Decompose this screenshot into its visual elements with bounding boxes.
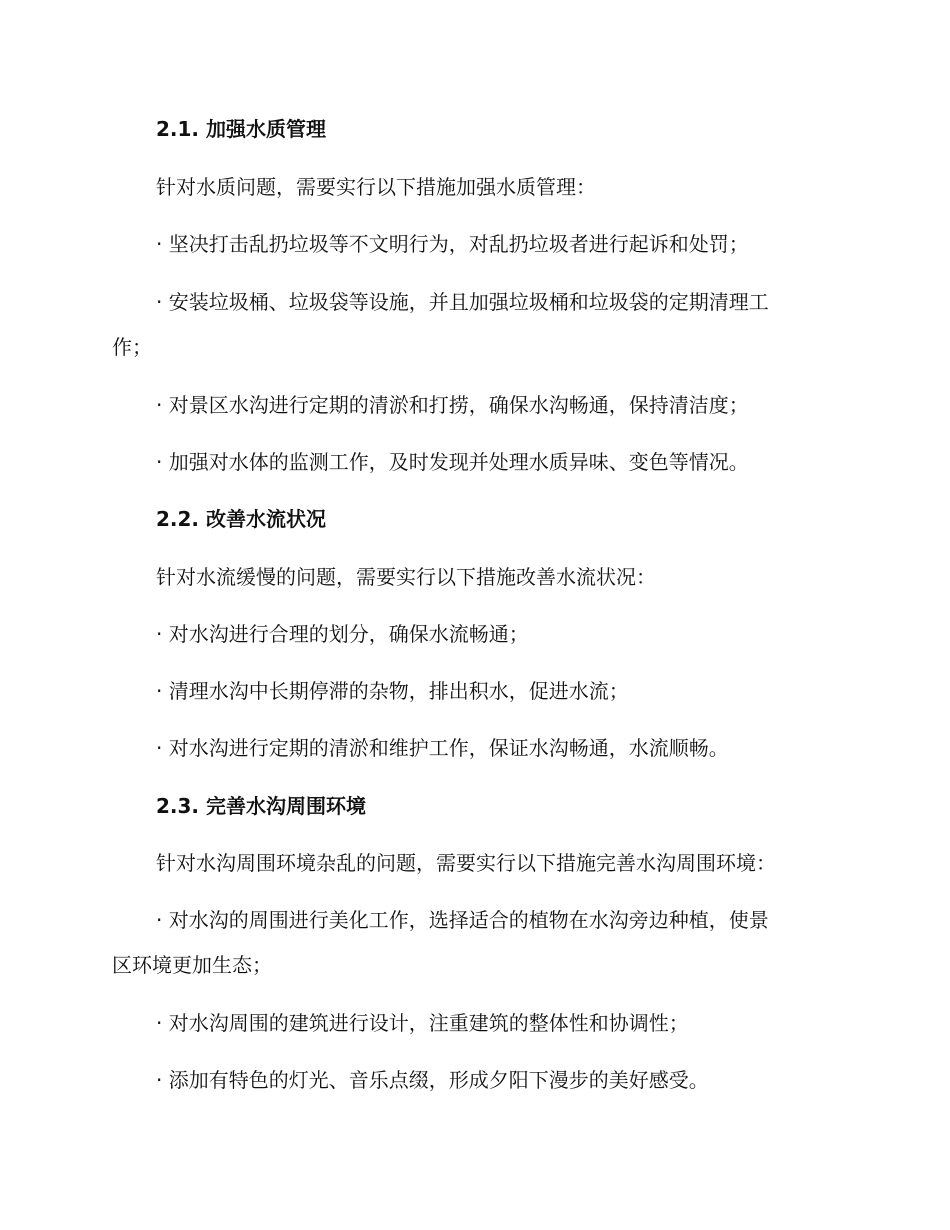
list-item: · 对水沟的周围进行美化工作，选择适合的植物在水沟旁边种植，使景 <box>156 908 769 932</box>
list-item: · 对水沟进行定期的清淤和维护工作，保证水沟畅通，水流顺畅。 <box>156 736 729 760</box>
section-heading: 2.1. 加强水质管理 <box>156 117 326 141</box>
list-item: · 清理水沟中长期停滞的杂物，排出积水，促进水流； <box>156 679 629 703</box>
list-item: · 安装垃圾桶、垃圾袋等设施，并且加强垃圾桶和垃圾袋的定期清理工 <box>156 290 769 314</box>
list-item: · 加强对水体的监测工作，及时发现并处理水质异味、变色等情况。 <box>156 450 749 474</box>
section-heading: 2.3. 完善水沟周围环境 <box>156 794 366 818</box>
section-heading: 2.2. 改善水流状况 <box>156 507 326 531</box>
list-item-continuation: 区环境更加生态； <box>112 953 272 977</box>
list-item: · 对景区水沟进行定期的清淤和打捞，确保水沟畅通，保持清洁度； <box>156 393 749 417</box>
list-item: · 添加有特色的灯光、音乐点缀，形成夕阳下漫步的美好感受。 <box>156 1068 709 1092</box>
section-intro: 针对水质问题，需要实行以下措施加强水质管理： <box>156 175 596 199</box>
list-item: · 坚决打击乱扔垃圾等不文明行为，对乱扔垃圾者进行起诉和处罚； <box>156 232 749 256</box>
list-item: · 对水沟进行合理的划分，确保水流畅通； <box>156 622 529 646</box>
list-item: · 对水沟周围的建筑进行设计，注重建筑的整体性和协调性； <box>156 1011 689 1035</box>
section-intro: 针对水沟周围环境杂乱的问题，需要实行以下措施完善水沟周围环境： <box>156 851 776 875</box>
section-intro: 针对水流缓慢的问题，需要实行以下措施改善水流状况： <box>156 565 656 589</box>
list-item-continuation: 作； <box>112 335 152 359</box>
